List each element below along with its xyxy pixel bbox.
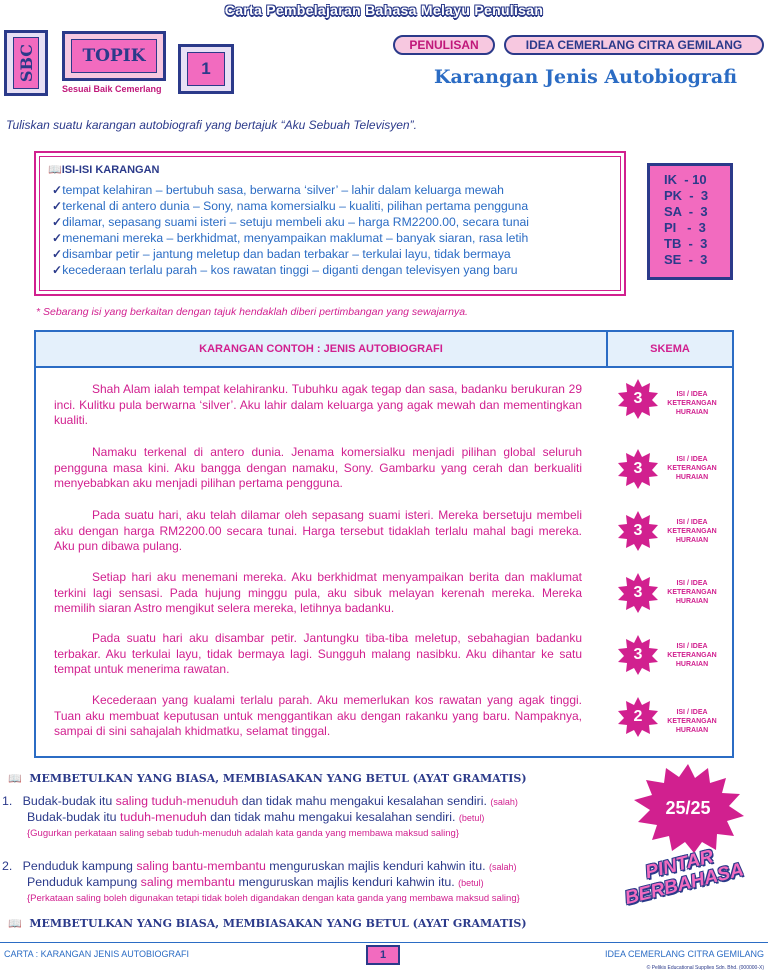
skema-summary: [647, 163, 733, 280]
isi-item: ✓tempat kelahiran – bertubuh sasa, berwarna ‘silver’ – lahir dalam keluarga mewah: [52, 183, 504, 197]
essay-paragraph: Namaku terkenal di antero dunia. Jenama komersialku menjadi pilihan global seluruh pengguna masa kini. Aku bangga dengan namaku, Sony. Gambarku yang cerah dan berkualiti menyebabkan aku menjadi pilihan pertama pengguna.: [54, 445, 582, 490]
essay-paragraph: Pada suatu hari aku disambar petir. Jantungku tiba-tiba meletup, sebahagian badanku terbakar. Aku terkulai layu, tidak bermaya lagi. Sungguh malang nasibku. Aku dihantar ke satu tempat untuk menerima rawatan.: [54, 631, 582, 676]
topik-label: TOPIK: [71, 39, 157, 73]
check-icon: ✓: [52, 263, 63, 277]
idea-cemerlang-pill: IDEA CEMERLANG CITRA GEMILANG: [504, 35, 764, 55]
check-icon: ✓: [52, 199, 63, 213]
skema-se: SE - 3: [664, 252, 708, 267]
isi-item: ✓dilamar, sepasang suami isteri – setuju membeli aku – harga RM2200.00, secara tunai: [52, 215, 529, 229]
check-icon: ✓: [52, 183, 63, 197]
table-header-skema: SKEMA: [650, 343, 690, 355]
footer-left: CARTA : KARANGAN JENIS AUTOBIOGRAFI: [4, 949, 190, 959]
total-score: 25/25: [665, 797, 711, 818]
chart-title: Carta Pembelajaran Bahasa Melayu Penulisan: [224, 2, 544, 18]
gramatis-heading-2: 📖 MEMBETULKAN YANG BIASA, MEMBIASAKAN YANG BETUL (AYAT GRAMATIS): [8, 917, 527, 930]
book-icon: 📖: [8, 772, 22, 785]
grammar-example-1: 1. Budak-budak itu saling tuduh-menuduh dan tidak mahu mengakui kesalahan sendiri. (salah) Budak-budak itu tuduh-menuduh dan tidak mahu mengakui kesalahan sendiri. (betul) {Gugurkan perkataan saling sebab tuduh-menuduh adalah kata ganda yang membawa maksud saling}: [2, 794, 518, 839]
skema-sa: SA - 3: [664, 204, 708, 219]
topic-number-badge: [178, 44, 234, 94]
row-score: 3: [633, 584, 643, 601]
footer-publisher: © Pelikis Educational Supplies Sdn. Bhd. (000000-X): [646, 965, 764, 971]
book-icon: 📖: [48, 164, 62, 176]
pintar-berbahasa-badge: PINTAR BERBAHASA: [622, 846, 746, 910]
penulisan-pill: PENULISAN: [393, 35, 495, 55]
footer-page-number: 1: [366, 945, 400, 965]
isi-item: ✓terkenal di antero dunia – Sony, nama komersialku – kualiti, pilihan pertama pengguna: [52, 199, 529, 213]
book-icon: 📖: [8, 917, 22, 930]
row-score: 3: [633, 522, 643, 539]
sbc-label: SBC: [16, 43, 36, 83]
isi-item: ✓menemani mereka – berkhidmat, menyampaikan maklumat – banyak siaran, rasa letih: [52, 231, 529, 245]
essay-paragraph: Kecederaan yang kualami terlalu parah. Aku memerlukan kos rawatan yang agak tinggi. Tuan aku membuat keputusan untuk menggantikan aku dengan rakanku yang baru. Nampaknya, sampai di sini sahajalah khidmatku, selamat tinggal.: [54, 693, 582, 738]
skema-tb: TB - 3: [664, 236, 708, 251]
row-score: 3: [633, 646, 643, 663]
row-skema-label: ISI / IDEA KETERANGAN HURAIAN: [667, 643, 717, 668]
sbc-badge: [4, 30, 48, 96]
check-icon: ✓: [52, 247, 63, 261]
essay-paragraph: Setiap hari aku menemani mereka. Aku berkhidmat menyampaikan berita dan maklumat terkini lagi sensasi. Pada hujung minggu pula, aku sibuk melayan kerenah mereka. Mereka memilih siaran Astro mengikut selera mereka, letihnya badanku.: [54, 570, 582, 615]
essay-paragraph: Shah Alam ialah tempat kelahiranku. Tubuhku agak tegap dan sasa, badanku berukuran 29 inci. Kulitku pula berwarna ‘silver’. Aku lahir dalam keluarga yang agak mewah dan mementingkan kualiti.: [54, 382, 582, 427]
topik-subtitle: Sesuai Baik Cemerlang: [62, 84, 162, 94]
note-text: * Sebarang isi yang berkaitan dengan tajuk hendaklah diberi pertimbangan yang sewajarnya.: [36, 306, 468, 318]
essay-table: [34, 330, 734, 758]
skema-pi: PI - 3: [664, 220, 706, 235]
topic-number: 1: [187, 52, 225, 86]
skema-pk: PK - 3: [664, 188, 709, 203]
page-title: Karangan Jenis Autobiografi: [434, 66, 738, 88]
row-score: 3: [633, 390, 643, 407]
isi-item: ✓kecederaan terlalu parah – kos rawatan tinggi – diganti dengan televisyen yang baru: [52, 263, 518, 277]
isi-list: [52, 182, 529, 278]
isi-item: ✓disambar petir – jantung meletup dan badan terbakar – terkulai layu, tidak bermaya: [52, 247, 511, 261]
isi-heading: [48, 163, 159, 176]
row-skema-label: ISI / IDEA KETERANGAN HURAIAN: [667, 580, 717, 605]
row-score: 2: [633, 708, 643, 725]
grammar-example-2: 2. Penduduk kampung saling bantu-membantu menguruskan majlis kenduri kahwin itu. (salah) Penduduk kampung saling membantu menguruskan majlis kenduri kahwin itu. (betul) {Perkataan saling boleh digunakan tetapi tidak boleh digandakan dengan kata ganda yang membawa maksud saling}: [2, 859, 520, 904]
row-skema-label: ISI / IDEA KETERANGAN HURAIAN: [667, 519, 717, 544]
isi-heading-label: ISI-ISI KARANGAN: [61, 164, 160, 176]
row-skema-label: ISI / IDEA KETERANGAN HURAIAN: [667, 456, 717, 481]
check-icon: ✓: [52, 215, 63, 229]
footer-right: IDEA CEMERLANG CITRA GEMILANG: [604, 949, 764, 959]
row-score: 3: [633, 460, 643, 477]
row-skema-label: ISI / IDEA KETERANGAN HURAIAN: [667, 391, 717, 416]
check-icon: ✓: [52, 231, 63, 245]
gramatis-heading: 📖 MEMBETULKAN YANG BIASA, MEMBIASAKAN YANG BETUL (AYAT GRAMATIS): [8, 772, 527, 785]
row-skema-label: ISI / IDEA KETERANGAN HURAIAN: [667, 709, 717, 734]
topik-badge: [62, 31, 166, 81]
skema-ik: IK - 10: [664, 172, 707, 187]
instruction-text: Tuliskan suatu karangan autobiografi yang bertajuk “Aku Sebuah Televisyen”.: [6, 118, 417, 132]
footer-rule: [0, 942, 768, 943]
table-header: [36, 332, 732, 368]
table-header-essay: KARANGAN CONTOH : JENIS AUTOBIOGRAFI: [199, 343, 443, 355]
essay-paragraph: Pada suatu hari, aku telah dilamar oleh sepasang suami isteri. Mereka bersetuju membeli aku dengan harga RM2200.00 secara tunai. Harga tersebut tidaklah terlalu mahal bagi mereka. Aku pun dibawa pulang.: [54, 508, 582, 553]
